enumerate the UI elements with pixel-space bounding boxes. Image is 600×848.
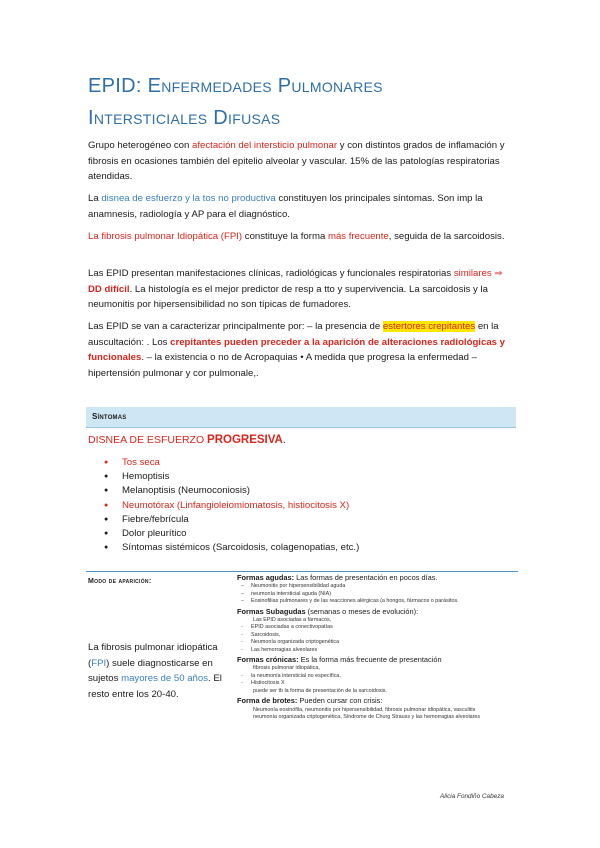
p3-text: constituye la forma <box>242 231 328 242</box>
cronicas-item-text: Histiocitosis X <box>251 680 285 687</box>
arrow-icon: ⇒ <box>491 268 503 279</box>
fpi-abbrev: FPI <box>91 657 107 669</box>
p1-text-end: y con distintos grados de inflamación y fibrosis en ocasiones también del epitelio alveolar y vascular. 15% de las patologías respiratorias atendidas. <box>88 140 505 182</box>
symptom-item: ● Hemoptisis <box>104 470 359 484</box>
disnea-heading <box>88 434 286 446</box>
subagudas-intro: Las EPID asociadas a fármacos, <box>253 617 332 624</box>
formas-column <box>237 573 522 721</box>
disnea-dot: . <box>282 434 286 446</box>
cronicas-item: - Histiocitosis X <box>241 680 285 687</box>
subagudas-item-text: Las hemorragias alveolares <box>251 646 318 653</box>
p4-highlight: similares <box>453 268 492 279</box>
subagudas-item: - Neumonía organizada criptogenética <box>241 639 340 646</box>
agudas-item-text: neumonía intersticial aguda (NIA) <box>251 590 332 597</box>
cronicas-item: - la neumonía intersticial no específica, <box>241 672 341 679</box>
disnea-bold: PROGRESIVA <box>207 434 283 446</box>
fpi-age: mayores de 50 años <box>121 673 209 684</box>
sintomas-header-label: Síntomas <box>92 412 127 421</box>
agudas-item: – Eosinofilias pulmonares y de las reacciones alérgicas (a hongos, fármacos o parásitos. <box>241 598 459 605</box>
fpi-text-end: . El resto entre los 20-40. <box>88 673 222 700</box>
subagudas-item: - EPID asociadas a conectivopatías <box>241 624 333 631</box>
brotes-title: Forma de brotes: <box>237 696 298 706</box>
brotes-item: Neumonía eosinófila, neumonitis por hipersensibilidad, fibrosis pulmonar idiopática, vasculitis <box>253 706 476 713</box>
agudas-title: Formas agudas: <box>237 573 295 582</box>
brotes-item: neumonía organizada criptogenética, Síndrome de Churg Strauss y las hemorragias alveolares <box>253 713 481 720</box>
p3-text-end: , seguida de la sarcoidosis. <box>388 231 505 242</box>
fpi-paragraph <box>88 640 228 702</box>
symptoms-list <box>104 456 359 555</box>
agudas-item: – Neumonitis por hipersensibilidad aguda <box>241 583 346 590</box>
agudas-item-text: Eosinofilias pulmonares y de las reacciones alérgicas (a hongos, fármacos o parásitos. <box>251 598 459 605</box>
symptom-item: ● Síntomas sistémicos (Sarcoidosis, colagenopatias, etc.) <box>104 541 359 555</box>
intro-paragraph-3 <box>88 229 516 245</box>
symptom-item: ● Neumotórax (Linfangioleiomiomatosis, histiocitosis X) <box>104 499 359 513</box>
p5-highlight-2: crepitantes pueden preceder a la aparición de alteraciones radiológicas y funcionales <box>88 336 505 363</box>
p1-text: Grupo heterogéneo con <box>88 140 193 151</box>
p4-text: Las EPID presentan manifestaciones clínicas, radiológicas y funcionales respiratorias <box>88 268 454 279</box>
p2-text-end: constituyen los principales síntomas. Son imp la anamnesis, radiología y AP para el diagnóstico. <box>88 193 483 220</box>
cronicas-item: fibrosis pulmonar idiopática, <box>253 665 320 672</box>
p2-highlight: disnea de esfuerzo y la tos no productiva <box>101 193 276 204</box>
agudas-item-text: Neumonitis por hipersensibilidad aguda <box>251 583 346 590</box>
cronicas-title: Formas crónicas: <box>237 655 299 665</box>
title-line-1: EPID: Enfermedades Pulmonares <box>88 75 383 97</box>
formas-subagudas-heading <box>237 607 522 617</box>
p4-text-end: . La histología es el mejor predictor de resp a tto y supervivencia. La sarcoidosis y la neumonitis por hipersensibilidad no son típicas de fumadores. <box>88 283 488 310</box>
table-divider <box>86 571 518 572</box>
formas-agudas-heading <box>237 573 522 583</box>
p3-highlight: La fibrosis pulmonar Idiopática (FPI) <box>88 231 243 242</box>
formas-cronicas-heading <box>237 655 522 665</box>
fpi-text: La fibrosis pulmonar idiopática ( <box>88 642 218 669</box>
symptom-item: ● Dolor pleurítico <box>104 527 359 541</box>
p2-text: La <box>88 193 102 204</box>
cronicas-item: puede ser tb la forma de presentación de la sarcoidosis. <box>253 687 387 694</box>
subagudas-text: (semanas o meses de evolución): <box>305 606 419 616</box>
page-title <box>88 70 528 134</box>
p5-highlight: estertores crepitantes <box>382 321 476 332</box>
fpi-text-2: ) suele diagnosticarse en sujetos <box>88 657 213 684</box>
subagudas-item-text: EPID asociadas a conectivopatías <box>251 624 333 631</box>
p5-text-end: . – la existencia o no de Acropaquias • A medida que progresa la enfermedad – hipertensión pulmonar y cor pulmonale,. <box>88 352 477 379</box>
cronicas-item-text: la neumonía intersticial no específica, <box>251 672 341 679</box>
symptom-item: ● Fiebre/febrícula <box>104 513 359 527</box>
p1-highlight: afectación del intersticio pulmonar <box>192 140 338 151</box>
symptom-item: ● Melanoptisis (Neumoconiosis) <box>104 484 359 498</box>
subagudas-item: - Sarcoidosis, <box>241 631 281 638</box>
agudas-item: – neumonía intersticial aguda (NIA) <box>241 590 332 597</box>
subagudas-title: Formas Subagudas <box>237 606 306 616</box>
modo-aparicion-header: Modo de aparición: <box>88 578 152 585</box>
author-footer: Alicia Fondiño Cabeza <box>440 793 504 800</box>
brotes-text: Pueden cursar con crisis: <box>297 696 383 706</box>
disnea-prefix: DISNEA DE ESFUERZO <box>88 434 208 446</box>
intro-paragraph-1 <box>88 138 516 185</box>
subagudas-item: - Las hemorragias alveolares <box>241 646 318 653</box>
cronicas-text: Es la forma más frecuente de presentación <box>298 655 442 665</box>
subagudas-item-text: Neumonía organizada criptogenética <box>251 639 340 646</box>
formas-brotes-heading <box>237 696 522 706</box>
p5-text-2: en la auscultación: . Los <box>88 321 499 348</box>
intro-paragraph-5 <box>88 319 516 381</box>
p3-highlight-2: más frecuente <box>327 231 389 242</box>
p5-text: Las EPID se van a caracterizar principalmente por: – la presencia de <box>88 321 383 332</box>
intro-paragraph-4 <box>88 266 516 313</box>
sintomas-section-header <box>86 407 516 428</box>
subagudas-item-text: Sarcoidosis, <box>251 631 281 638</box>
p4-highlight-2: DD difícil <box>88 283 130 295</box>
agudas-text: Las formas de presentación en pocos días. <box>294 573 438 582</box>
intro-paragraph-2 <box>88 191 516 222</box>
title-line-2: Intersticiales Difusas <box>88 107 281 129</box>
symptom-item: ● Tos seca <box>104 456 359 470</box>
